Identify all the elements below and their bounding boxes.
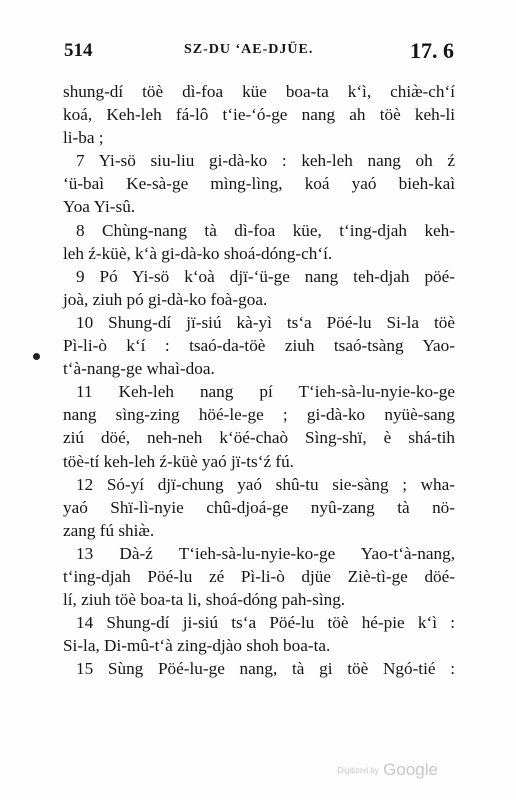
text-line: Si-la, Di-mû-t‘à zing-djào shoh boa-ta. [63,636,331,656]
text-line: 9 Pó Yi-sö k‘oà djï-‘ü-ge nang teh-djah pöé- [76,266,455,286]
text-line: 15 Sùng Pöé-lu-ge nang, tà gi töè Ngó-tié : [76,659,455,679]
text-line: shung-dí töè dì-foa küe boa-ta k‘ì, chiæ̀-ch‘í [63,82,455,101]
watermark-prefix: Digitized by [337,766,379,775]
text-line: töè-tí keh-leh ź-küè yaó jï-ts‘ź fú. [63,451,294,471]
text-line: t‘ing-djah Pöé-lu zé Pì-li-ò djüe Ziè-tì-ge döé- [63,566,455,586]
text-line: koá, Keh-leh fá-lô t‘ie-‘ó-ge nang ah töè keh-li [63,105,455,125]
page-header [64,38,454,64]
text-line: yaó Shï-lì-nyie chû-djoá-ge nyû-zang tà nö- [63,497,455,517]
text-line: 13 Dà-ź T‘ieh-sà-lu-nyie-ko-ge Yao-t‘à-nang, [76,543,455,563]
text-line: 7 Yi-sö siu-liu gi-dà-ko : keh-leh nang oh ź [76,151,455,171]
body-text [63,80,455,680]
text-line: nang sìng-zing höé-le-ge ; gi-dà-ko nyüè-sang [63,405,455,425]
text-line: 10 Shung-dí jï-siú kà-yì ts‘a Pöé-lu Si-la töè [76,312,455,332]
text-line: li-ba ; [63,128,104,148]
text-line: ziú döé, neh-neh k‘öé-chaò Sìng-shï, è shá-tih [63,428,455,448]
text-line: ‘ü-baì Ke-sà-ge mìng-lìng, koá yaó bieh-kaì [63,174,455,194]
text-line: t‘à-nang-ge whaì-doa. [63,359,215,379]
watermark-logo: Google [383,760,438,779]
digitization-watermark [337,760,438,780]
margin-ink-dot [33,353,40,360]
text-line: leh ź-küè, k‘à gi-dà-ko shoá-dóng-ch‘í. [63,243,333,263]
text-line: 12 Só-yí djï-chung yaó shû-tu sie-sàng ; wha- [76,474,455,494]
text-line: joà, ziuh pó gi-dà-ko foà-goa. [63,289,268,309]
page-number: 514 [64,40,93,61]
text-line: lí, ziuh töè boa-ta li, shoá-dóng pah-sìng. [63,590,346,610]
text-line: 14 Shung-dí ji-siú ts‘a Pöé-lu töè hé-pie k‘ì : [76,613,455,633]
text-line: Yoa Yi-sû. [63,197,136,217]
running-title: SZ-DU ‘AE-DJÜE. [184,42,314,57]
text-line: 11 Keh-leh nang pí T‘ieh-sà-lu-nyie-ko-ge [76,382,455,402]
text-line: Pì-li-ò k‘í : tsaó-da-töè ziuh tsaó-tsàng Yao- [63,336,455,356]
text-line: 8 Chùng-nang tà dì-foa küe, t‘ing-djah keh- [76,220,455,240]
chapter-verse-reference: 17. 6 [410,38,454,63]
text-line: zang fú shiæ̀. [63,520,155,540]
